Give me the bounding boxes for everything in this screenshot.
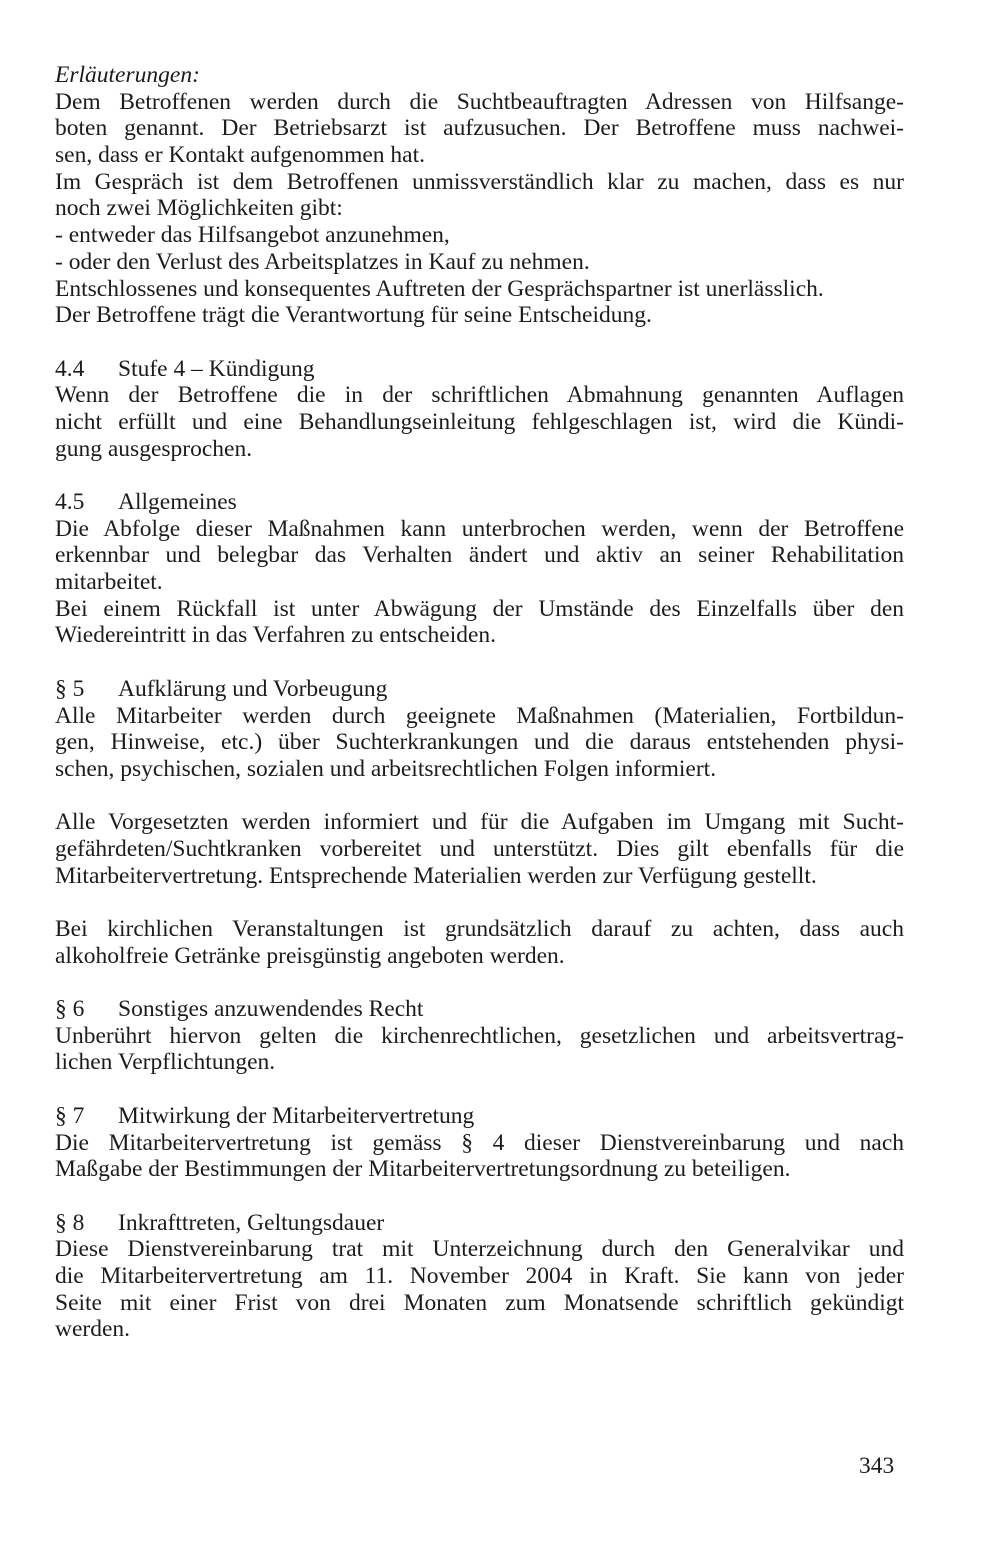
text-line: lichen Verpflichtungen. bbox=[55, 1049, 276, 1076]
text-line: werden. bbox=[55, 1316, 131, 1343]
section-title: Sonstiges anzuwendendes Recht bbox=[118, 996, 424, 1023]
section-number: § 6 bbox=[55, 996, 85, 1023]
text-line: boten genannt. Der Betriebsarzt ist aufzusuchen. Der Betroffene muss nachwei- bbox=[55, 115, 904, 142]
text-line: Die Abfolge dieser Maßnahmen kann unterbrochen werden, wenn der Betroffene bbox=[55, 515, 904, 542]
section-title: Inkrafttreten, Geltungsdauer bbox=[118, 1209, 385, 1236]
page-number: 343 bbox=[859, 1453, 895, 1479]
text-line: sen, dass er Kontakt aufgenommen hat. bbox=[55, 142, 426, 169]
text-line: noch zwei Möglichkeiten gibt: bbox=[55, 195, 343, 222]
text-line: Mitarbeitervertretung. Entsprechende Materialien werden zur Verfügung gestellt. bbox=[55, 862, 817, 889]
text-line: gung ausgesprochen. bbox=[55, 435, 253, 462]
explanations-heading: Erläuterungen: bbox=[55, 62, 200, 88]
text-line: die Mitarbeitervertretung am 11. November 2004 in Kraft. Sie kann von jeder bbox=[55, 1262, 904, 1289]
section-title: Mitwirkung der Mitarbeitervertretung bbox=[118, 1102, 475, 1129]
section-title: Aufklärung und Vorbeugung bbox=[118, 675, 388, 702]
text-line: nicht erfüllt und eine Behandlungseinleitung fehlgeschlagen ist, wird die Kündi- bbox=[55, 408, 904, 435]
text-line: Diese Dienstvereinbarung trat mit Unterzeichnung durch den Generalvikar und bbox=[55, 1236, 904, 1263]
text-line: Wiedereintritt in das Verfahren zu entscheiden. bbox=[55, 622, 497, 649]
list-item: - oder den Verlust des Arbeitsplatzes in Kauf zu nehmen. bbox=[55, 248, 590, 275]
text-line: schen, psychischen, sozialen und arbeitsrechtlichen Folgen informiert. bbox=[55, 755, 717, 782]
body-text bbox=[55, 62, 904, 1343]
section-heading bbox=[55, 1210, 904, 1237]
section-heading bbox=[55, 996, 904, 1023]
section-title: Allgemeines bbox=[118, 489, 237, 515]
text-line: Im Gespräch ist dem Betroffenen unmissverständlich klar zu machen, dass es nur bbox=[55, 168, 904, 195]
text-line: Die Mitarbeitervertretung ist gemäss § 4 dieser Dienstvereinbarung und nach bbox=[55, 1129, 904, 1156]
text-line: Alle Vorgesetzten werden informiert und für die Aufgaben im Umgang mit Sucht- bbox=[55, 809, 904, 836]
text-line: Dem Betroffenen werden durch die Suchtbeauftragten Adressen von Hilfsange- bbox=[55, 88, 904, 115]
section-heading bbox=[55, 676, 904, 703]
section-heading bbox=[55, 356, 904, 383]
text-line: Der Betroffene trägt die Verantwortung für seine Entscheidung. bbox=[55, 302, 652, 329]
section-number: 4.5 bbox=[55, 489, 85, 515]
section-title: Stufe 4 – Kündigung bbox=[118, 355, 315, 382]
section-heading bbox=[55, 1103, 904, 1130]
text-line: gefährdeten/Suchtkranken vorbereitet und unterstützt. Dies gilt ebenfalls für die bbox=[55, 835, 904, 862]
text-line: Wenn der Betroffene die in der schriftlichen Abmahnung genannten Auflagen bbox=[55, 382, 904, 409]
text-line: mitarbeitet. bbox=[55, 569, 163, 596]
text-line: Alle Mitarbeiter werden durch geeignete Maßnahmen (Materialien, Fortbildun- bbox=[55, 702, 904, 729]
text-line: alkoholfreie Getränke preisgünstig angeboten werden. bbox=[55, 942, 565, 969]
text-line: erkennbar und belegbar das Verhalten ändert und aktiv an seiner Rehabilitation bbox=[55, 542, 904, 569]
text-line: Bei einem Rückfall ist unter Abwägung der Umstände des Einzelfalls über den bbox=[55, 595, 904, 622]
section-number: § 8 bbox=[55, 1209, 85, 1236]
section-number: § 5 bbox=[55, 675, 85, 702]
section-heading bbox=[55, 489, 904, 516]
text-line: Unberührt hiervon gelten die kirchenrechtlichen, gesetzlichen und arbeitsvertrag- bbox=[55, 1022, 904, 1049]
text-line: gen, Hinweise, etc.) über Suchterkrankungen und die daraus entstehenden physi- bbox=[55, 729, 904, 756]
text-line: Bei kirchlichen Veranstaltungen ist grundsätzlich darauf zu achten, dass auch bbox=[55, 916, 904, 942]
text-line: Seite mit einer Frist von drei Monaten zum Monatsende schriftlich gekündigt bbox=[55, 1289, 904, 1316]
text-line: Entschlossenes und konsequentes Auftreten der Gesprächspartner ist unerlässlich. bbox=[55, 275, 824, 302]
text-line: Maßgabe der Bestimmungen der Mitarbeitervertretungsordnung zu beteiligen. bbox=[55, 1156, 791, 1183]
section-number: § 7 bbox=[55, 1102, 85, 1129]
list-item: - entweder das Hilfsangebot anzunehmen, bbox=[55, 222, 450, 249]
section-number: 4.4 bbox=[55, 355, 85, 382]
